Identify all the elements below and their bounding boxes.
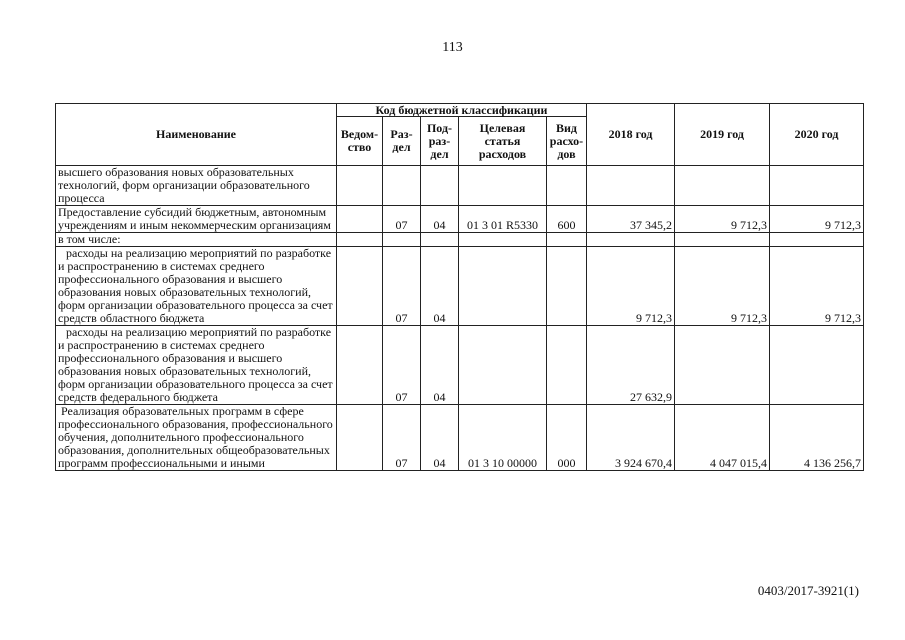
row-podrazdel: 04 [421, 247, 459, 326]
row-razdel: 07 [383, 405, 421, 471]
row-vedomstvo [337, 405, 383, 471]
row-target: 01 3 01 R5330 [459, 206, 547, 233]
row-2019 [675, 233, 770, 247]
row-vid: 600 [547, 206, 587, 233]
table-row [56, 405, 864, 471]
row-podrazdel [421, 233, 459, 247]
row-name: в том числе: [56, 233, 337, 247]
row-razdel: 07 [383, 206, 421, 233]
row-target [459, 166, 547, 206]
header-vid: Вид расхо-дов [547, 117, 587, 166]
row-2018: 27 632,9 [587, 326, 675, 405]
row-name: высшего образования новых образовательных технологий, форм организации образовательного процесса [56, 166, 337, 206]
header-podrazdel: Под-раз-дел [421, 117, 459, 166]
row-2019: 4 047 015,4 [675, 405, 770, 471]
row-podrazdel: 04 [421, 326, 459, 405]
row-2018 [587, 233, 675, 247]
row-vedomstvo [337, 206, 383, 233]
row-name: расходы на реализацию мероприятий по разработке и распространению в системах среднего профессионального образования и высшего образования новых образовательных технологий, форм организации образовательного процесса за счет средств федерального бюджета [56, 326, 337, 405]
row-2019: 9 712,3 [675, 247, 770, 326]
row-2020: 9 712,3 [770, 247, 864, 326]
row-2019: 9 712,3 [675, 206, 770, 233]
row-razdel [383, 233, 421, 247]
table-row [56, 166, 864, 206]
row-podrazdel [421, 166, 459, 206]
header-name: Наименование [56, 104, 337, 166]
row-2019 [675, 166, 770, 206]
header-target: Целевая статья расходов [459, 117, 547, 166]
row-2020 [770, 233, 864, 247]
row-2018: 3 924 670,4 [587, 405, 675, 471]
row-vid [547, 247, 587, 326]
budget-table [55, 103, 864, 471]
table-row [56, 326, 864, 405]
row-vedomstvo [337, 247, 383, 326]
row-vedomstvo [337, 233, 383, 247]
header-2020: 2020 год [770, 104, 864, 166]
row-2018 [587, 166, 675, 206]
row-2019 [675, 326, 770, 405]
row-podrazdel: 04 [421, 405, 459, 471]
table-row [56, 206, 864, 233]
row-vedomstvo [337, 326, 383, 405]
row-vid [547, 233, 587, 247]
header-code-group: Код бюджетной классификации [337, 104, 587, 117]
row-vid [547, 326, 587, 405]
header-2019: 2019 год [675, 104, 770, 166]
row-2020 [770, 166, 864, 206]
row-razdel: 07 [383, 247, 421, 326]
header-razdel: Раз-дел [383, 117, 421, 166]
header-2018: 2018 год [587, 104, 675, 166]
document-code: 0403/2017-3921(1) [757, 583, 859, 598]
page-number: 113 [442, 40, 463, 55]
row-2018: 9 712,3 [587, 247, 675, 326]
row-razdel: 07 [383, 326, 421, 405]
row-razdel [383, 166, 421, 206]
table-row [56, 247, 864, 326]
row-name: Реализация образовательных программ в сфере профессионального образования, профессионального обучения, дополнительного профессионального образования, дополнительных общеобразовательных программ профессиональными и иными [56, 405, 337, 471]
row-target [459, 247, 547, 326]
row-podrazdel: 04 [421, 206, 459, 233]
table-row [56, 233, 864, 247]
row-2020: 4 136 256,7 [770, 405, 864, 471]
row-name: расходы на реализацию мероприятий по разработке и распространению в системах среднего профессионального образования и высшего образования новых образовательных технологий, форм организации образовательного процесса за счет средств областного бюджета [56, 247, 337, 326]
row-2018: 37 345,2 [587, 206, 675, 233]
row-vedomstvo [337, 166, 383, 206]
row-2020: 9 712,3 [770, 206, 864, 233]
row-2020 [770, 326, 864, 405]
header-vedomstvo: Ведом-ство [337, 117, 383, 166]
row-target [459, 233, 547, 247]
row-vid: 000 [547, 405, 587, 471]
row-target: 01 3 10 00000 [459, 405, 547, 471]
row-target [459, 326, 547, 405]
row-name: Предоставление субсидий бюджетным, автономным учреждениям и иным некоммерческим организациям [56, 206, 337, 233]
row-vid [547, 166, 587, 206]
